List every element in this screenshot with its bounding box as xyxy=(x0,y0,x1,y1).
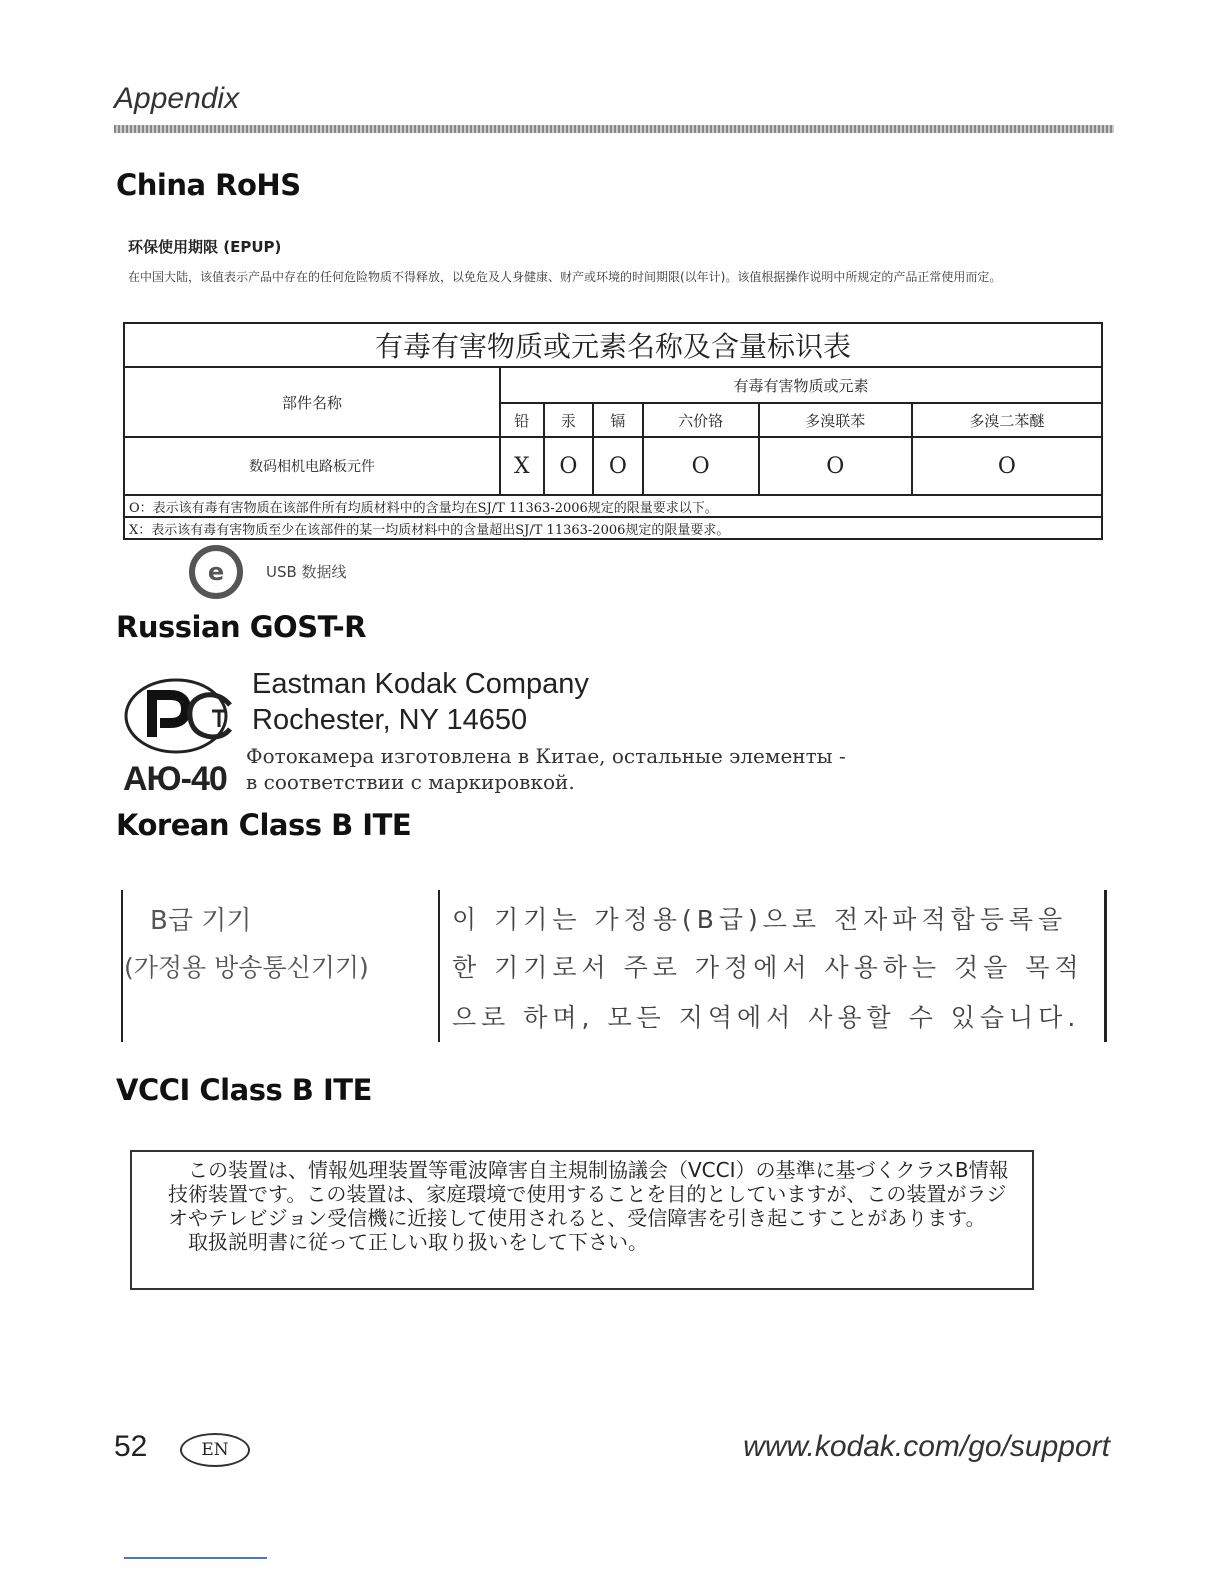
value-cell: O xyxy=(643,437,759,495)
value-cell: X xyxy=(500,437,544,495)
page-number: 52 xyxy=(114,1430,148,1463)
value-cell: O xyxy=(912,437,1102,495)
rohs-table xyxy=(123,322,1103,540)
value-cell: O xyxy=(759,437,912,495)
company-address: Rochester, NY 14650 xyxy=(252,704,528,736)
section-title-russian-gost: Russian GOST-R xyxy=(116,610,366,644)
korean-box-right-border xyxy=(1104,890,1107,1042)
language-badge-label: EN xyxy=(201,1440,229,1460)
header-divider xyxy=(114,125,1114,133)
table-note: X：表示该有毒有害物质至少在该部件的某一均质材料中的含量超出SJ/T 11363-2006规定的限量要求。 xyxy=(124,517,1102,539)
korean-text-line: 한 기기로서 주로 가정에서 사용하는 것을 목적 xyxy=(452,953,1084,982)
part-name-cell: 数码相机电路板元件 xyxy=(124,437,500,495)
korean-class-subtitle: (가정용 방송통신기기) xyxy=(124,953,369,982)
language-badge xyxy=(180,1433,250,1467)
support-url: www.kodak.com/go/support xyxy=(743,1430,1110,1463)
company-name: Eastman Kodak Company xyxy=(252,668,589,700)
epup-description: 在中国大陆，该值表示产品中存在的任何危险物质不得释放，以免危及人身健康、财产或环境的时间期限(以年计)。该值根据操作说明中所规定的产品正常使用而定。 xyxy=(128,270,1002,284)
section-title-china-rohs: China RoHS xyxy=(116,168,301,202)
table-note: O：表示该有毒有害物质在该部件所有均质材料中的含量均在SJ/T 11363-2006规定的限量要求以下。 xyxy=(124,495,1102,517)
section-title-vcci: VCCI Class B ITE xyxy=(116,1073,372,1107)
epup-logo-icon xyxy=(189,545,243,599)
table-row xyxy=(124,437,1102,495)
section-title-korean: Korean Class B ITE xyxy=(116,808,412,842)
korean-class-label: B급 기기 xyxy=(150,906,252,936)
korean-box-left-border xyxy=(121,890,123,1042)
part-name-header: 部件名称 xyxy=(124,367,500,437)
value-cell: O xyxy=(544,437,593,495)
vcci-statement: この装置は、情報処理装置等電波障害自主規制協議会（VCCI）の基準に基づくクラスB情報技術装置です。この装置は、家庭環境で使用することを目的としていますが、この装置がラジオやテレビジョン受信機に近接して使用されると、受信障害を引き起こすことがあります。 取扱説明書に従って正しい取り扱いをして下さい。 xyxy=(168,1158,1009,1254)
column-header: 多溴二苯醚 xyxy=(912,403,1102,437)
gost-r-logo-icon xyxy=(122,675,240,757)
epup-logo-letter: e xyxy=(207,558,225,586)
bottom-divider xyxy=(124,1557,267,1559)
russian-text-line: Фотокамера изготовлена в Китае, остальные элементы - xyxy=(246,744,846,768)
page-header: Appendix xyxy=(114,82,240,115)
column-header: 六价铬 xyxy=(643,403,759,437)
usb-cable-label: USB 数据线 xyxy=(266,563,347,581)
rohs-table-title: 有毒有害物质或元素名称及含量标识表 xyxy=(124,323,1102,367)
column-header: 汞 xyxy=(544,403,593,437)
column-header: 镉 xyxy=(593,403,642,437)
korean-text-line: 이 기기는 가정용(B급)으로 전자파적합등록을 xyxy=(452,905,1068,934)
column-header: 铅 xyxy=(500,403,544,437)
gost-code: АЮ-40 xyxy=(123,760,227,798)
russian-text-line: в соответствии с маркировкой. xyxy=(246,770,575,794)
column-header: 多溴联苯 xyxy=(759,403,912,437)
korean-box-divider xyxy=(438,890,440,1042)
korean-text-line: 으로 하며, 모든 지역에서 사용할 수 있습니다. xyxy=(452,1003,1081,1032)
epup-title: 环保使用期限 (EPUP) xyxy=(128,238,282,256)
substance-group-header: 有毒有害物质或元素 xyxy=(500,367,1102,403)
value-cell: O xyxy=(593,437,642,495)
